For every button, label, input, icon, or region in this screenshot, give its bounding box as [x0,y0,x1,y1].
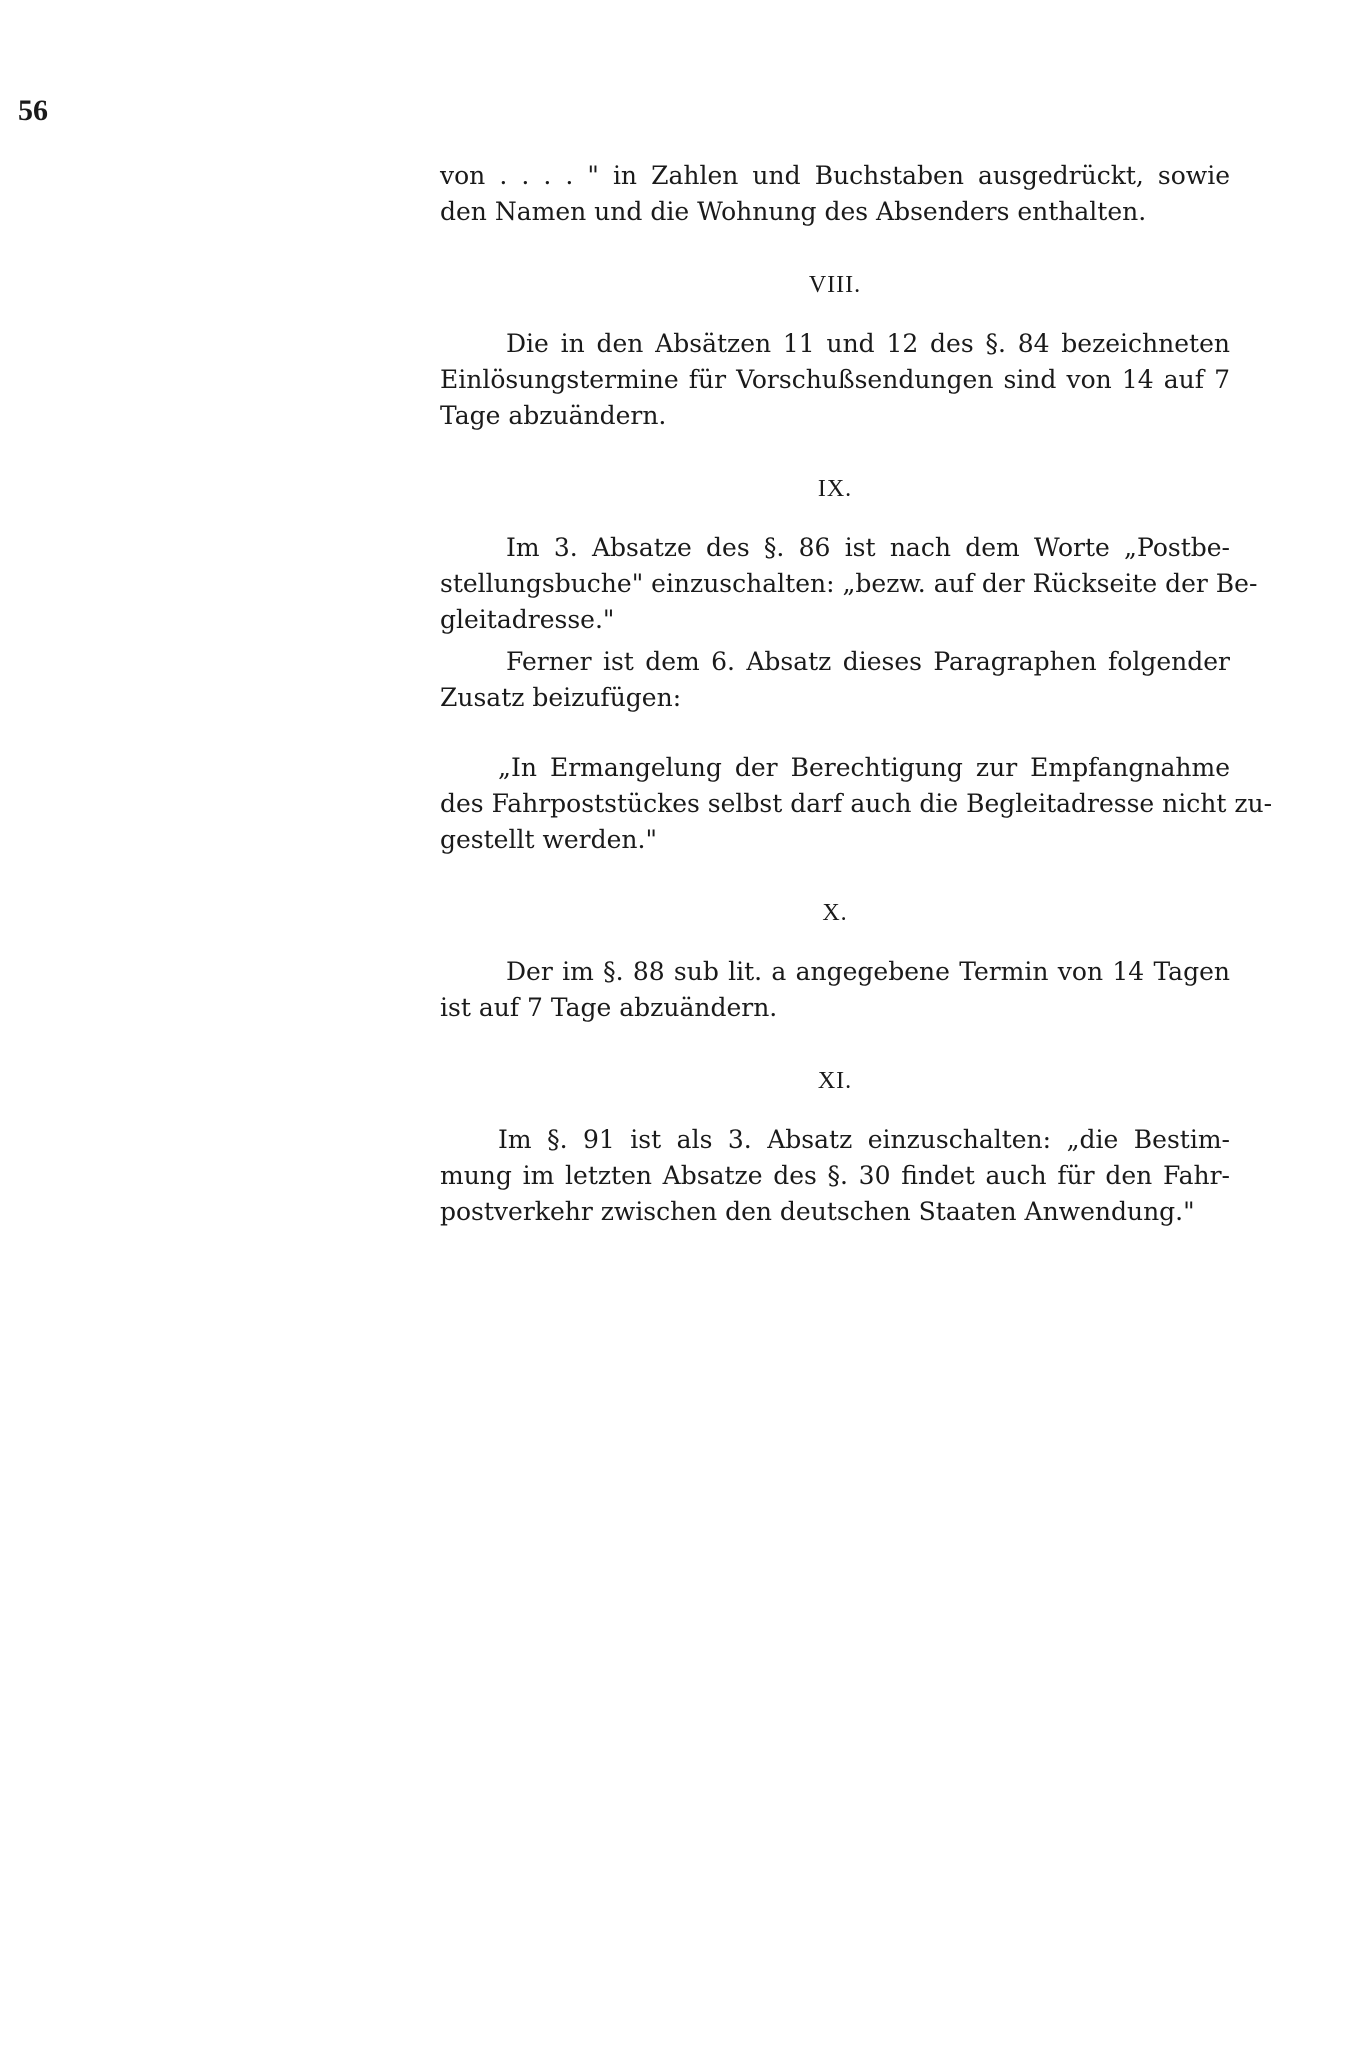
text-line: stellungsbuche" einzuschalten: „bezw. auf der Rückseite der Be- [440,569,1258,598]
text-line: mung im letzten Absatze des §. 30 findet auch für den Fahr- [440,1161,1230,1190]
intro-paragraph [440,158,1230,230]
text-line: Einlösungstermine für Vorschußsendungen sind von 14 auf 7 [440,365,1230,394]
text-line: Zusatz beizufügen: [440,683,682,712]
text-line: Im 3. Absatze des §. 86 ist nach dem Worte „Postbe- [506,533,1230,562]
section-heading-x: X. [822,900,848,926]
section-viii-paragraph [440,326,1230,434]
text-line: des Fahrpoststückes selbst darf auch die Begleitadresse nicht zu- [440,789,1273,818]
section-ix-paragraph-1 [440,530,1258,638]
section-heading-viii: VIII. [808,272,862,298]
text-line: Die in den Absätzen 11 und 12 des §. 84 bezeichneten [506,329,1230,358]
text-line: von . . . . " in Zahlen und Buchstaben ausgedrückt, sowie [440,161,1230,190]
text-line: den Namen und die Wohnung des Absenders enthalten. [440,197,1147,226]
text-line: postverkehr zwischen den deutschen Staaten Anwendung." [440,1197,1195,1226]
text-line: gleitadresse." [440,605,615,634]
section-heading-xi: XI. [817,1068,853,1094]
section-ix-paragraph-2 [440,644,1230,716]
text-line: Ferner ist dem 6. Absatz dieses Paragraphen folgender [506,647,1230,676]
page-number: 56 [18,94,48,127]
section-xi-paragraph [440,1122,1230,1230]
text-line: „In Ermangelung der Berechtigung zur Empfangnahme [498,753,1230,782]
section-heading-ix: IX. [817,476,853,502]
text-line: ist auf 7 Tage abzuändern. [440,993,778,1022]
section-ix-quote [440,750,1273,858]
section-x-paragraph [440,954,1230,1026]
text-line: gestellt werden." [440,825,657,854]
document-body [440,158,1273,1230]
text-line: Im §. 91 ist als 3. Absatz einzuschalten: „die Bestim- [498,1125,1230,1154]
text-line: Tage abzuändern. [440,401,667,430]
text-line: Der im §. 88 sub lit. a angegebene Termin von 14 Tagen [506,957,1230,986]
